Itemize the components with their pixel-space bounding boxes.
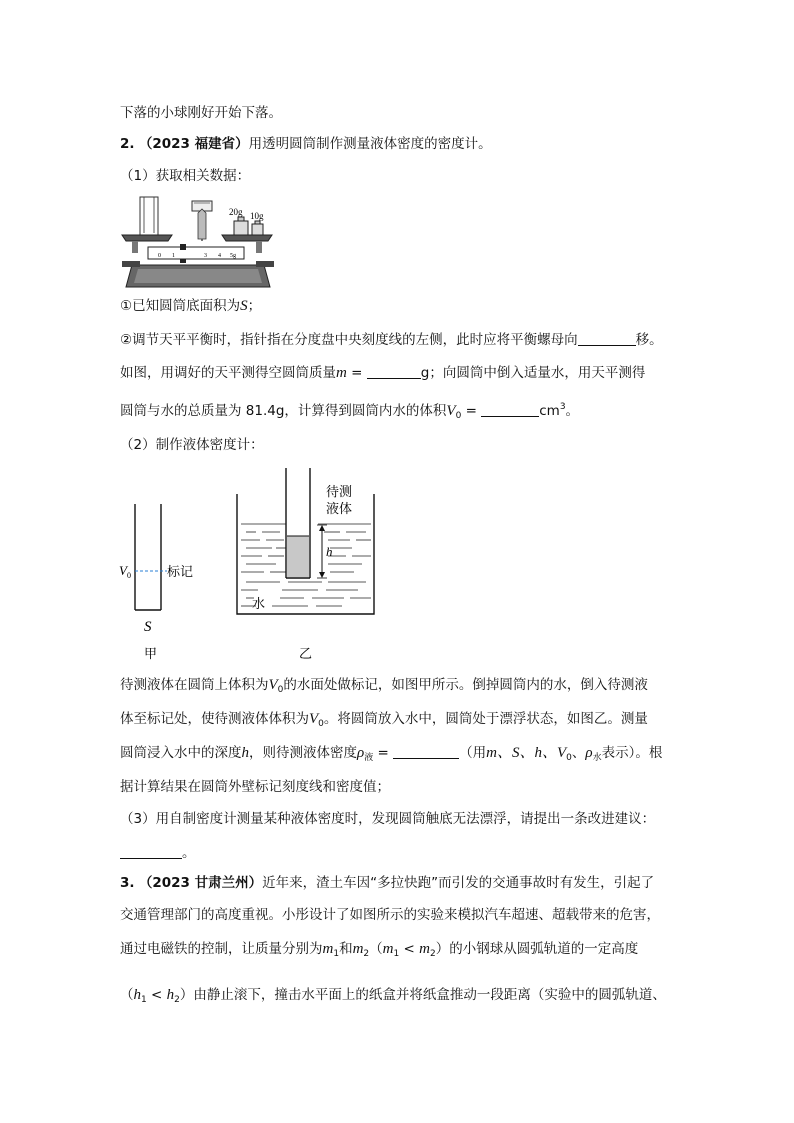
text-line — [120, 104, 282, 122]
text: 、 — [571, 745, 586, 761]
question-3-line-1 — [120, 874, 654, 892]
question-source-tag: （2023 甘肃兰州） — [138, 875, 263, 891]
right-pan — [222, 235, 272, 241]
text: （用 — [459, 745, 487, 761]
label-liquid-2: 液体 — [326, 502, 353, 517]
question-number: 2. — [120, 136, 135, 152]
text: 据计算结果在圆筒外壁标记刻度线和密度值； — [120, 779, 390, 795]
text: 由静止滚下，撞击水平面上的纸盒并将纸盒推动一段距离（实验中的圆弧轨道、 — [193, 987, 666, 1003]
step-2 — [120, 331, 663, 349]
part-2-title — [120, 436, 264, 454]
step-4 — [120, 398, 579, 425]
var-v: V — [268, 677, 278, 693]
text: 。 — [182, 845, 196, 861]
text: g；向圆筒中倒入适量水，用天平测得 — [420, 365, 646, 381]
part-2-para-line-4 — [120, 778, 390, 796]
label-liquid-1: 待测 — [326, 485, 353, 500]
label-mark: 标记 — [167, 565, 194, 580]
caption-yi: 乙 — [299, 647, 313, 662]
text: = — [461, 403, 482, 419]
subscript: 0 — [277, 685, 284, 695]
left-pan — [122, 235, 172, 241]
label-v: V — [119, 563, 127, 578]
subscript: 1 — [333, 949, 340, 959]
label-h: h — [326, 544, 333, 559]
part-3-line-2 — [120, 844, 196, 862]
subscript: 水 — [592, 753, 602, 763]
label-s: S — [144, 619, 152, 635]
text: ①已知圆筒底面积为 — [120, 298, 241, 314]
subscript: 2 — [363, 949, 370, 959]
scale-label: 4 — [218, 253, 221, 259]
var-v: V — [446, 403, 456, 419]
text: ） — [435, 941, 450, 957]
scale-label: 3 — [204, 253, 207, 259]
text: 近年来，渣土车因“多拉快跑”而引发的交通事故时有发生，引起了 — [262, 875, 655, 891]
text: ，则待测液体密度 — [249, 745, 357, 761]
text: 表示）。根 — [601, 745, 663, 761]
superscript: 3 — [559, 402, 566, 412]
unit: cm — [539, 403, 560, 419]
subscript: 2 — [174, 995, 180, 1005]
caption-jia: 甲 — [144, 647, 158, 662]
weight-label: 10g — [250, 211, 264, 221]
part-2-para-line-2 — [120, 710, 648, 733]
question-source-tag: （2023 福建省） — [138, 136, 249, 152]
text: ； — [247, 298, 262, 314]
label-v-sub: 0 — [127, 571, 131, 580]
cylinder-on-pan — [140, 197, 158, 237]
text: ） — [179, 987, 194, 1003]
part-title: （1）获取相关数据： — [120, 168, 251, 184]
text: 。 — [565, 403, 580, 419]
text: 如图，用调好的天平测得空圆筒质量 — [120, 365, 336, 381]
part-2-para-line-3 — [120, 744, 662, 767]
text: （ — [369, 941, 383, 957]
question-3-line-4 — [120, 986, 666, 1009]
answer-blank[interactable] — [367, 364, 421, 379]
subscript: 0 — [566, 753, 572, 763]
rho-symbol: ρ — [357, 745, 365, 761]
text: 通过电磁铁的控制，让质量分别为 — [120, 941, 323, 957]
question-stem: 用透明圆筒制作测量液体密度的密度计。 — [248, 136, 492, 152]
var-m: m — [352, 941, 364, 957]
subscript: 0 — [455, 411, 462, 421]
rider — [180, 244, 186, 250]
subscript: 液 — [364, 753, 374, 763]
answer-blank[interactable] — [393, 744, 459, 759]
scale-label: 0 — [158, 253, 161, 259]
text: ②调节天平平衡时，指针指在分度盘中央刻度线的左侧，此时应将平衡螺母向 — [120, 332, 578, 348]
step-3 — [120, 364, 645, 382]
text: = — [346, 365, 367, 381]
figure-jia — [112, 500, 202, 665]
text: （ — [120, 987, 134, 1003]
text: 的小钢球从圆弧轨道的一定高度 — [449, 941, 639, 957]
test-liquid — [287, 536, 309, 577]
question-number: 3. — [120, 875, 135, 891]
part-title: （2）制作液体密度计： — [120, 437, 264, 453]
subscript: 1 — [393, 949, 400, 959]
subscript: 0 — [318, 719, 324, 729]
question-2-header — [120, 135, 492, 153]
var-h: h — [241, 745, 249, 761]
part-3-line-1 — [120, 810, 655, 828]
answer-blank[interactable] — [120, 844, 182, 859]
text: 的水面处做标记，如图甲所示。倒掉圆筒内的水，倒入待测液 — [283, 677, 648, 693]
text: 圆筒与水的总质量为 81.4g，计算得到圆筒内水的体积 — [120, 403, 447, 419]
text: 和 — [339, 941, 353, 957]
balance-figure — [118, 193, 278, 293]
var-m: m — [419, 941, 430, 957]
step-1 — [120, 297, 261, 315]
rho-symbol: ρ — [585, 745, 593, 761]
text: 移。 — [635, 332, 663, 348]
var-h: h — [166, 987, 175, 1003]
text: 交通管理部门的高度重视。小彤设计了如图所示的实验来模拟汽车超速、超载带来的危害， — [120, 907, 660, 923]
text: 体至标记处，使待测液体体积为 — [120, 711, 309, 727]
text: = — [373, 745, 394, 761]
subscript: 1 — [141, 995, 147, 1005]
continuation-text: 下落的小球刚好开始下落。 — [120, 105, 282, 121]
var-v: V — [309, 711, 319, 727]
weight-20g — [234, 221, 248, 235]
var-m: m — [336, 365, 347, 381]
figure-yi — [232, 466, 382, 666]
text: 圆筒浸入水中的深度 — [120, 745, 242, 761]
weight-label: 20g — [229, 207, 243, 217]
vars: m、S、h、V — [486, 745, 567, 761]
scale-label: 1 — [172, 253, 175, 259]
text: （3）用自制密度计测量某种液体密度时，发现圆筒触底无法漂浮，请提出一条改进建议： — [120, 811, 656, 827]
answer-blank[interactable] — [578, 331, 636, 346]
var-m: m — [382, 941, 394, 957]
question-3-line-3 — [120, 940, 638, 963]
part-2-para-line-1 — [120, 676, 648, 699]
text: < — [399, 941, 420, 957]
answer-blank[interactable] — [481, 402, 539, 417]
label-water: 水 — [252, 597, 266, 612]
var-s: S — [240, 298, 248, 314]
part-1-title — [120, 167, 250, 185]
subscript: 2 — [429, 949, 436, 959]
text: < — [146, 987, 167, 1003]
text: 待测液体在圆筒上体积为 — [120, 677, 269, 693]
text: 。将圆筒放入水中，圆筒处于漂浮状态，如图乙。测量 — [323, 711, 648, 727]
scale-label: 5g — [230, 253, 236, 259]
weight-10g — [252, 224, 263, 235]
var-m: m — [322, 941, 334, 957]
var-h: h — [133, 987, 141, 1003]
question-3-line-2 — [120, 906, 660, 924]
